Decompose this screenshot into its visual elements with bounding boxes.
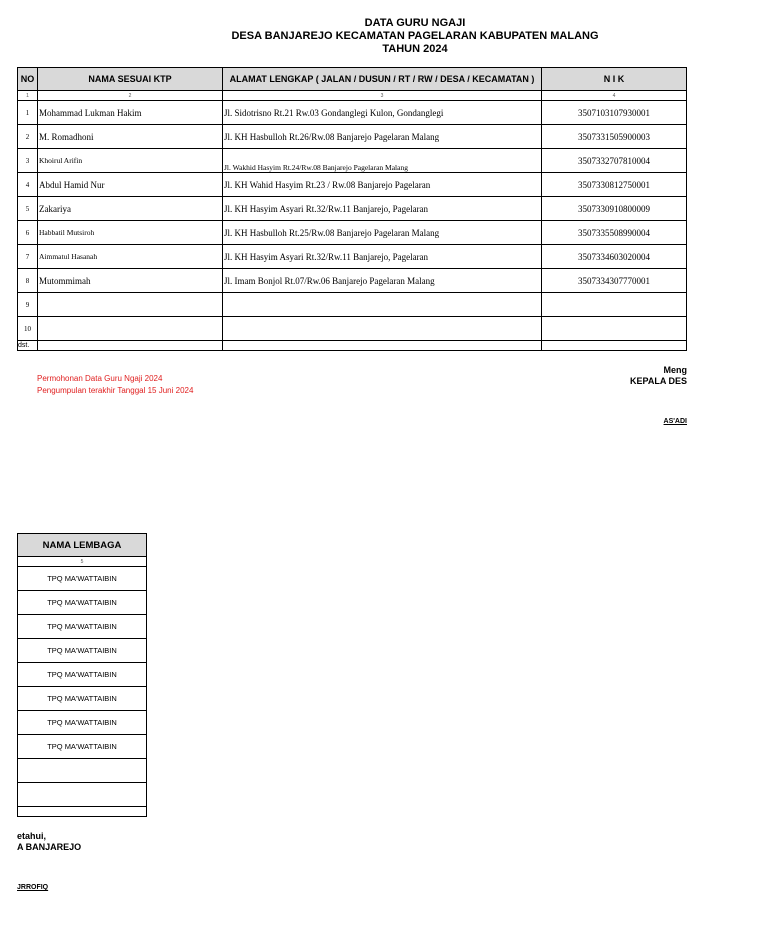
cell-no: 5 (18, 197, 38, 221)
cell-no: 3 (18, 149, 38, 173)
cell-nik: 3507330910800009 (542, 197, 687, 221)
signature-right-name: AS'ADI (663, 418, 687, 425)
table-row (18, 149, 687, 173)
lembaga-index: 5 (18, 557, 147, 567)
cell-address: Jl. Sidotrisno Rt.21 Rw.03 Gondanglegi Kulon, Gondanglegi (223, 101, 542, 125)
guru-table (17, 67, 687, 351)
cell-address: Jl. KH Wahid Hasyim Rt.23 / Rw.08 Banjarejo Pagelaran (223, 173, 542, 197)
cell-no: 10 (18, 317, 38, 341)
note-line-1: Permohonan Data Guru Ngaji 2024 (37, 374, 163, 383)
cell-no: 7 (18, 245, 38, 269)
cell-nik: 3507335508990004 (542, 221, 687, 245)
signature-left-line1: etahui, (17, 831, 47, 841)
lembaga-row: TPQ MA'WATTAIBIN (18, 663, 147, 687)
cell-nik: 3507332707810004 (542, 149, 687, 173)
table-row-dst (18, 341, 687, 351)
cell-nik: 3507334603020004 (542, 245, 687, 269)
cell-no: 6 (18, 221, 38, 245)
cell-address: Jl. KH Hasbulloh Rt.26/Rw.08 Banjarejo Pagelaran Malang (223, 125, 542, 149)
table-row (18, 293, 687, 317)
lembaga-header: NAMA LEMBAGA (18, 534, 147, 557)
lembaga-row: TPQ MA'WATTAIBIN (18, 567, 147, 591)
cell-no: 2 (18, 125, 38, 149)
cell-address: Jl. KH Hasyim Asyari Rt.32/Rw.11 Banjarejo, Pagelaran (223, 245, 542, 269)
table-row (18, 245, 687, 269)
cell-name: Habbatil Mutsiroh (38, 221, 223, 245)
index-cell: 4 (542, 91, 687, 101)
col-header-name: NAMA SESUAI KTP (38, 68, 223, 91)
table-row (18, 221, 687, 245)
signature-left-line2: A BANJAREJO (17, 842, 82, 852)
doc-year: TAHUN 2024 (382, 43, 448, 55)
cell-nik (542, 293, 687, 317)
lembaga-row: TPQ MA'WATTAIBIN (18, 687, 147, 711)
signature-left-name: JRROFIQ (17, 884, 49, 891)
cell-nik: 3507103107930001 (542, 101, 687, 125)
cell-dst: dst. (18, 341, 38, 351)
table-row (18, 173, 687, 197)
index-cell: 1 (18, 91, 38, 101)
lembaga-row: TPQ MA'WATTAIBIN (18, 615, 147, 639)
cell-address: Jl. Wakhid Hasyim Rt.24/Rw.08 Banjarejo Pagelaran Malang (223, 149, 542, 173)
cell-name (38, 293, 223, 317)
lembaga-row: TPQ MA'WATTAIBIN (18, 735, 147, 759)
table-row (18, 317, 687, 341)
cell-nik: 3507330812750001 (542, 173, 687, 197)
cell-nik: 3507334307770001 (542, 269, 687, 293)
signature-right-line1: Meng (663, 365, 687, 375)
lembaga-row (18, 759, 147, 783)
table-row (18, 125, 687, 149)
lembaga-table (17, 533, 147, 817)
cell-name: Khoirul Arifin (38, 149, 223, 173)
col-header-nik: N I K (542, 68, 687, 91)
cell-name (38, 317, 223, 341)
note-line-2: Pengumpulan terakhir Tanggal 15 Juni 2024 (37, 386, 194, 395)
cell-name: Mohammad Lukman Hakim (38, 101, 223, 125)
cell-no: 1 (18, 101, 38, 125)
table-row (18, 269, 687, 293)
signature-right-line2: KEPALA DES (629, 376, 687, 386)
table-header-row (18, 68, 687, 91)
cell-address: Jl. KH Hasyim Asyari Rt.32/Rw.11 Banjarejo, Pagelaran (223, 197, 542, 221)
cell-no: 9 (18, 293, 38, 317)
cell-name: Aimmatul Hasanah (38, 245, 223, 269)
cell-name: Mutommimah (38, 269, 223, 293)
col-header-no: NO (18, 68, 38, 91)
cell-address: Jl. Imam Bonjol Rt.07/Rw.06 Banjarejo Pagelaran Malang (223, 269, 542, 293)
lembaga-row (18, 783, 147, 807)
table-row (18, 101, 687, 125)
cell-address: Jl. KH Hasbulloh Rt.25/Rw.08 Banjarejo Pagelaran Malang (223, 221, 542, 245)
lembaga-row: TPQ MA'WATTAIBIN (18, 711, 147, 735)
cell-nik (542, 317, 687, 341)
col-header-address: ALAMAT LENGKAP ( JALAN / DUSUN / RT / RW / DESA / KECAMATAN ) (223, 68, 542, 91)
doc-subtitle: DESA BANJAREJO KECAMATAN PAGELARAN KABUPATEN MALANG (231, 30, 599, 42)
lembaga-row: TPQ MA'WATTAIBIN (18, 591, 147, 615)
cell-address (223, 317, 542, 341)
doc-title: DATA GURU NGAJI (364, 17, 466, 29)
cell-no: 8 (18, 269, 38, 293)
cell-name: Abdul Hamid Nur (38, 173, 223, 197)
index-cell: 3 (223, 91, 542, 101)
lembaga-row: TPQ MA'WATTAIBIN (18, 639, 147, 663)
cell-name: Zakariya (38, 197, 223, 221)
cell-name: M. Romadhoni (38, 125, 223, 149)
index-cell: 2 (38, 91, 223, 101)
cell-address (223, 293, 542, 317)
cell-no: 4 (18, 173, 38, 197)
table-row (18, 197, 687, 221)
index-row (18, 91, 687, 101)
cell-nik: 3507331505900003 (542, 125, 687, 149)
